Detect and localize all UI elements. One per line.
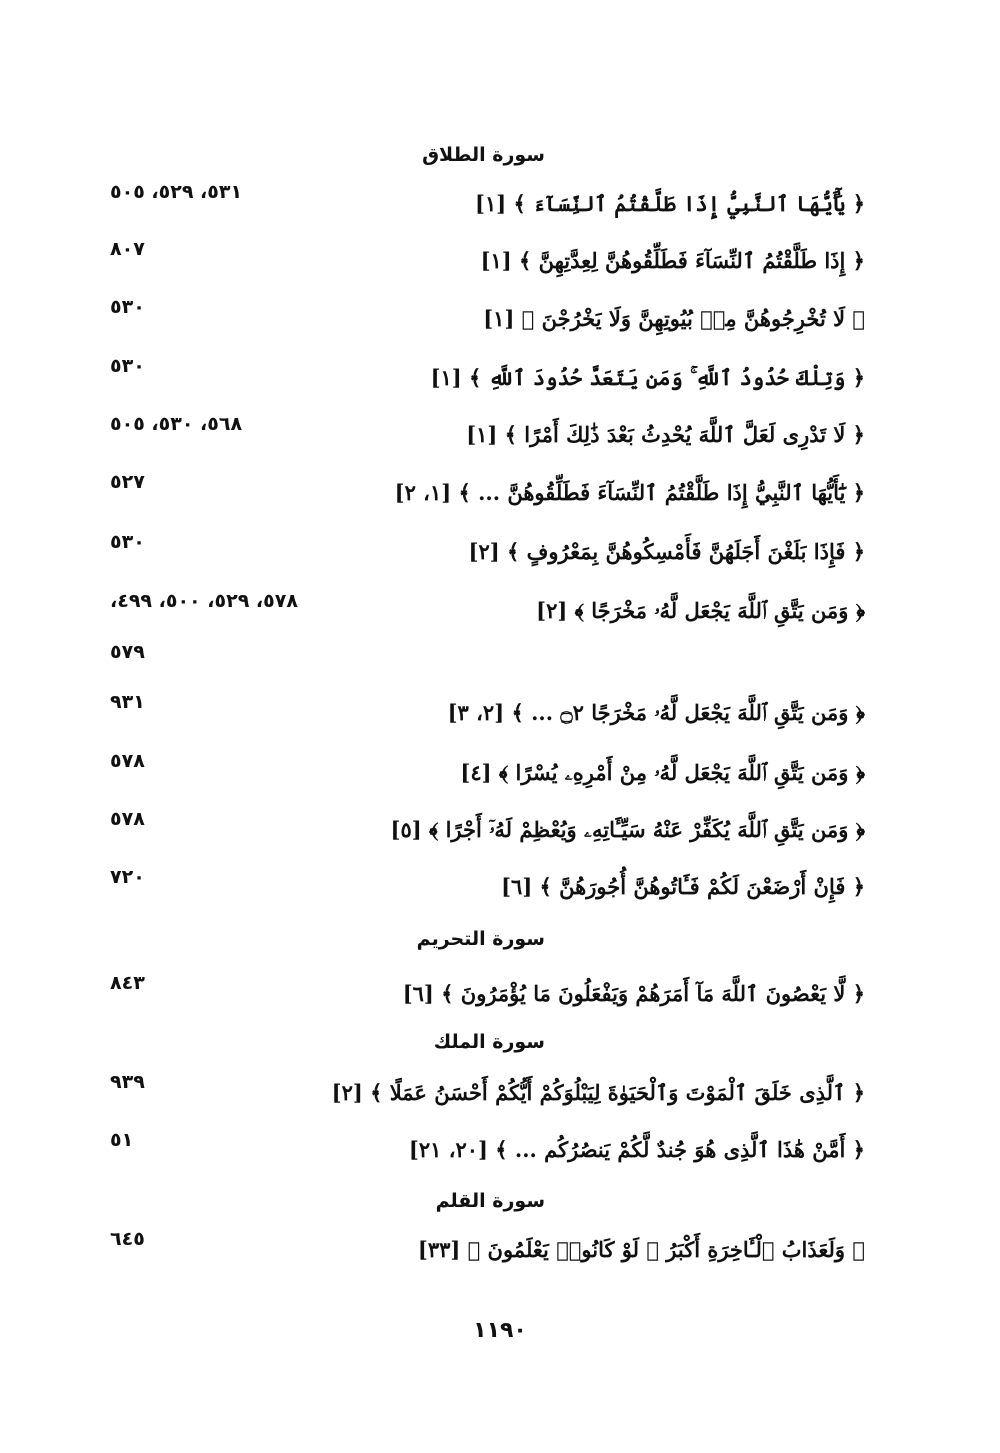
verse-entry: ﴿ وَمَن يَتَّقِ ٱللَّهَ يَجْعَل لَّهُۥ مَخْرَجًا ﴾ [٢]: [536, 598, 865, 623]
verse-entry: ﴿ لَّا يَعْصُونَ ٱللَّهَ مَآ أَمَرَهُمْ وَيَفْعَلُونَ مَا يُؤْمَرُونَ ﴾ [٦]: [402, 981, 865, 1006]
page-references: ٥٣٠: [110, 531, 145, 553]
verse-entry: ﴿ لَا تَدْرِى لَعَلَّ ٱللَّهَ يُحْدِثُ بَعْدَ ذَٰلِكَ أَمْرًا ﴾ [١]: [466, 422, 865, 447]
page-references: ٥٣٠: [110, 355, 145, 377]
verse-entry: ﴿ فَإِذَا بَلَغْنَ أَجَلَهُنَّ فَأَمْسِكُوهُنَّ بِمَعْرُوفٍ ﴾ [٢]: [468, 539, 865, 564]
page-references: ٧٢٠: [110, 866, 145, 888]
verse-entry: ﴿ وَلَعَذَابُ ٱلْـَٔاخِرَةِ أَكْبَرُ ۚ لَوْ كَانُوا۟ يَعْلَمُونَ ﴾ [٣٣]: [417, 1237, 865, 1262]
page-references: ٨٤٣: [110, 972, 145, 994]
page-references: ٩٣١: [110, 691, 145, 713]
page-references: ٥٧٨: [110, 808, 145, 830]
verse-entry: ﴿ لَا تُخْرِجُوهُنَّ مِنۢ بُيُوتِهِنَّ وَلَا يَخْرُجْنَ ﴾ [١]: [483, 306, 865, 331]
verse-entry: ﴿ وَمَن يَتَّقِ ٱللَّهَ يُكَفِّرْ عَنْهُ سَيِّـَٔاتِهِۦ وَيُعْظِمْ لَهُۥٓ أَجْرًا ﴾ [٥]: [390, 817, 865, 842]
surah-heading-qalam: سورة القلم: [435, 1190, 545, 1212]
page-references: ٩٣٩: [110, 1071, 145, 1093]
page-references: ٥٧٨، ٥٢٩، ٥٠٠، ٤٩٩،: [110, 590, 298, 612]
verse-entry: ﴿ وَتِلْكَ حُدُودُ ٱللَّهِ ۚ وَمَن يَتَعَدَّ حُدُودَ ٱللَّهِ ﴾ [١]: [430, 365, 865, 390]
page-references: ٥٣١، ٥٢٩، ٥٠٥: [110, 181, 243, 203]
page-references: ٥٢٧: [110, 471, 145, 493]
page-references: ٦٤٥: [110, 1228, 145, 1250]
verse-entry: ﴿ إِذَا طَلَّقْتُمُ ٱلنِّسَآءَ فَطَلِّقُوهُنَّ لِعِدَّتِهِنَّ ﴾ [١]: [480, 248, 865, 273]
verse-entry: ﴿ يَٰٓأَيُّهَا ٱلنَّبِيُّ إِذَا طَلَّقْتُمُ ٱلنِّسَآءَ فَطَلِّقُوهُنَّ ... ﴾ [١، ٢]: [394, 480, 865, 505]
verse-entry: ﴿ يَٰٓأَيُّهَا ٱلنَّبِيُّ إِذَا طَلَّقْتُمُ ٱلنِّسَآءَ ﴾ [١]: [475, 191, 865, 216]
page-number: ١١٩٠: [473, 1318, 527, 1343]
page-references: ٥٧٨: [110, 750, 145, 772]
verse-entry: ﴿ أَمَّنْ هَٰذَا ٱلَّذِى هُوَ جُندٌ لَّكُمْ يَنصُرُكُم ... ﴾ [٢٠، ٢١]: [408, 1137, 865, 1162]
verse-entry: ﴿ وَمَن يَتَّقِ ٱللَّهَ يَجْعَل لَّهُۥ مَخْرَجًا ۝٢ ... ﴾ [٢، ٣]: [447, 700, 865, 725]
page-references: ٥٧٩: [110, 641, 145, 663]
surah-heading-tahrim: سورة التحريم: [416, 928, 545, 950]
page-references: ٥٦٨، ٥٣٠، ٥٠٥: [110, 413, 243, 435]
page-references: ٥٣٠: [110, 296, 145, 318]
verse-entry: ﴿ فَإِنْ أَرْضَعْنَ لَكُمْ فَـَٔاتُوهُنَّ أُجُورَهُنَّ ﴾ [٦]: [501, 874, 865, 899]
verse-entry: ﴿ وَمَن يَتَّقِ ٱللَّهَ يَجْعَل لَّهُۥ مِنْ أَمْرِهِۦ يُسْرًا ﴾ [٤]: [460, 760, 865, 785]
surah-heading-mulk: سورة الملك: [433, 1031, 545, 1053]
surah-heading-talaq: سورة الطلاق: [422, 144, 545, 166]
page-references: ٨٠٧: [110, 238, 145, 260]
verse-entry: ﴿ ٱلَّذِى خَلَقَ ٱلْمَوْتَ وَٱلْحَيَوٰةَ لِيَبْلُوَكُمْ أَيُّكُمْ أَحْسَنُ عَمَلًا ﴾ [٢]: [331, 1080, 865, 1105]
page-references: ٥١: [110, 1129, 134, 1151]
